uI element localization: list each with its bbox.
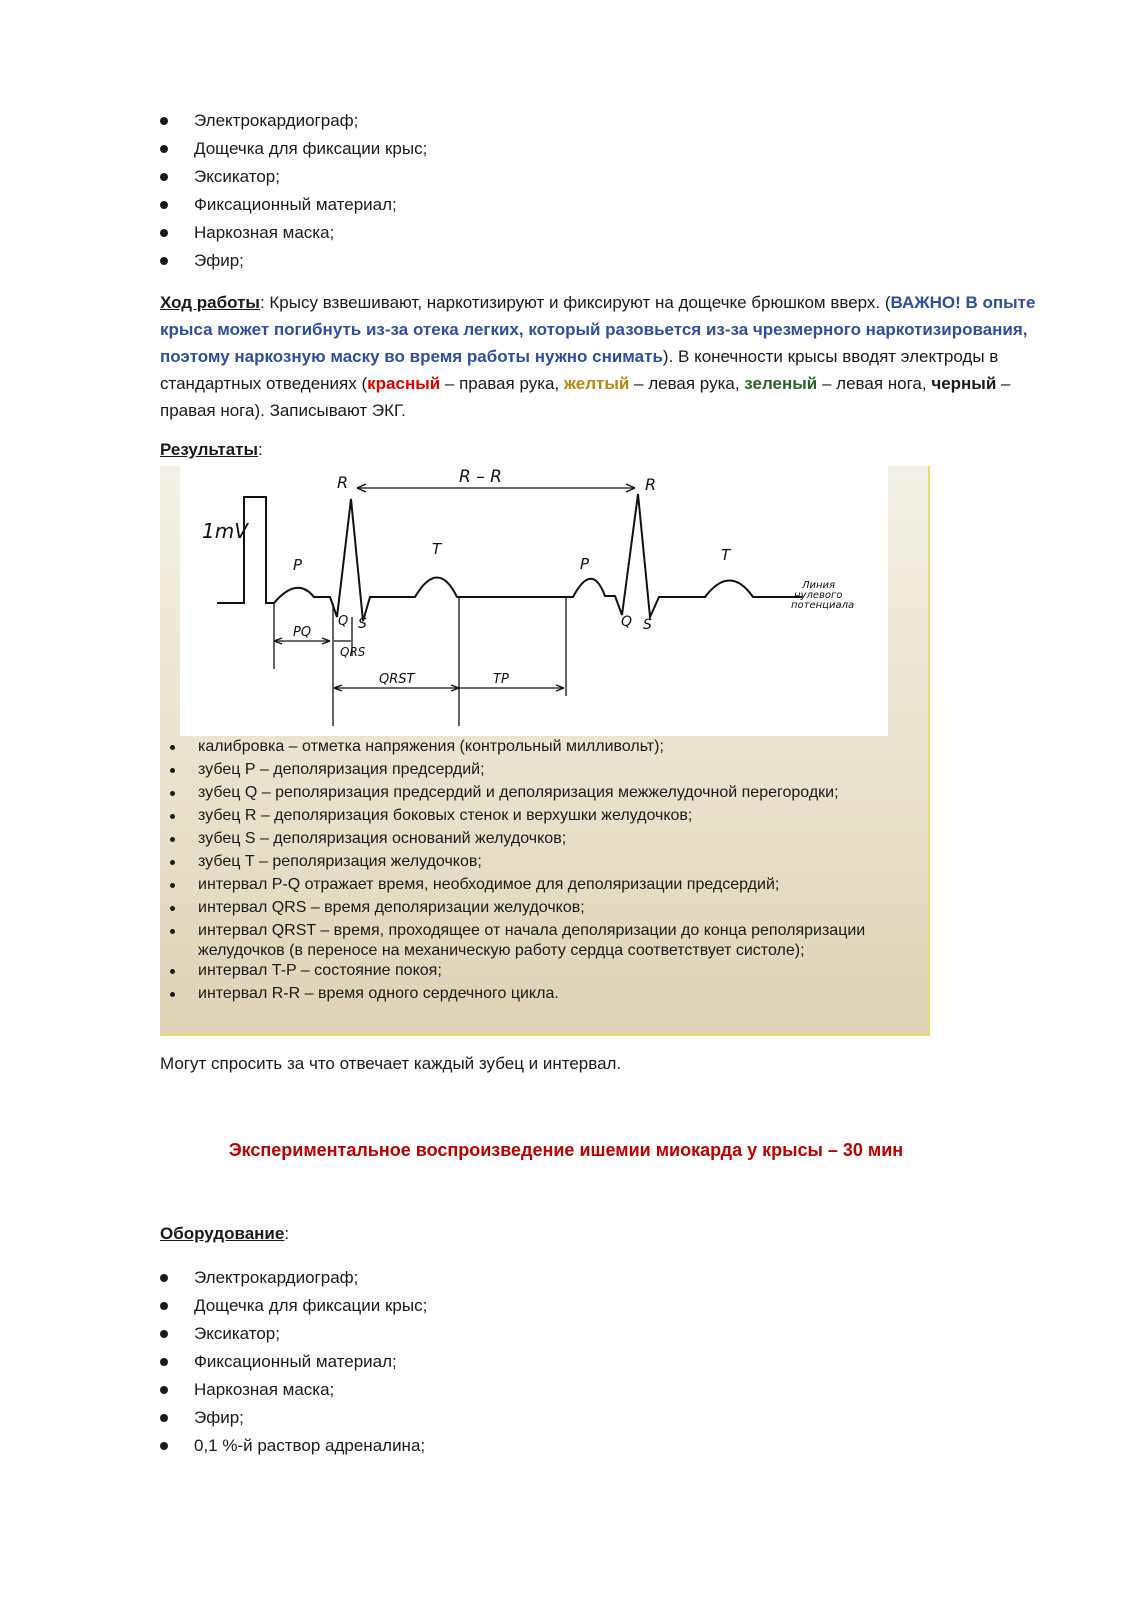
t-wave-label: T xyxy=(721,546,731,564)
bullet-icon xyxy=(160,117,168,125)
bullet-icon xyxy=(170,883,175,888)
bullet-icon xyxy=(160,201,168,209)
s-wave-label: S xyxy=(358,616,367,632)
bullet-icon xyxy=(160,229,168,237)
bullet-icon xyxy=(170,992,175,997)
zero-line-label: потенциала xyxy=(791,600,855,611)
equipment-list-bottom xyxy=(160,1264,427,1460)
list-item: Эксикатор; xyxy=(160,1320,427,1348)
results-heading: Результаты: xyxy=(160,440,263,459)
bullet-icon xyxy=(170,791,175,796)
qrs-label: QRS xyxy=(340,645,366,659)
bullet-icon xyxy=(160,145,168,153)
bullet-icon xyxy=(160,1414,168,1422)
list-item: Дощечка для фиксации крыс; xyxy=(160,135,427,163)
bullet-icon xyxy=(170,768,175,773)
note-text: Могут спросить за что отвечает каждый зубец и интервал. xyxy=(160,1054,622,1073)
legend-item: интервал QRST – время, проходящее от начала деполяризации до конца реполяризации желудочков (в переносе на механическую работу сердца соответствует систоле); xyxy=(160,921,930,961)
ecg-figure xyxy=(160,466,930,1036)
legend-item: калибровка – отметка напряжения (контрольный милливольт); xyxy=(160,737,930,760)
p-wave-label: P xyxy=(293,556,303,574)
legend-item: зубец R – деполяризация боковых стенок и верхушки желудочков; xyxy=(160,806,930,829)
legend-item: интервал P-Q отражает время, необходимое для деполяризации предсердий; xyxy=(160,875,930,898)
tp-label: TP xyxy=(493,672,509,687)
equipment-list-top xyxy=(160,107,427,275)
r-wave-label: R xyxy=(645,475,657,494)
legend-item: зубец Q – реполяризация предсердий и деполяризация межжелудочной перегородки; xyxy=(160,783,930,806)
t-wave-label: T xyxy=(432,540,442,558)
bullet-icon xyxy=(160,1386,168,1394)
list-item: Эксикатор; xyxy=(160,163,427,191)
bullet-icon xyxy=(170,860,175,865)
list-item: 0,1 %-й раствор адреналина; xyxy=(160,1432,427,1460)
procedure-heading: Ход работы xyxy=(160,293,260,312)
bullet-icon xyxy=(160,1442,168,1450)
equipment-heading: Оборудование: xyxy=(160,1224,290,1243)
electrode-red: красный xyxy=(367,374,441,393)
bullet-icon xyxy=(170,814,175,819)
legend-item: интервал R-R – время одного сердечного цикла. xyxy=(160,984,930,1007)
list-item: Наркозная маска; xyxy=(160,219,427,247)
bullet-icon xyxy=(160,257,168,265)
ecg-diagram xyxy=(180,466,888,736)
electrode-green: зеленый xyxy=(744,374,818,393)
list-item: Дощечка для фиксации крыс; xyxy=(160,1292,427,1320)
bullet-icon xyxy=(160,1274,168,1282)
zero-line-label: Линия xyxy=(802,580,836,591)
warning-text: ВАЖНО! В опыте крыса может погибнуть из-за отека легких, который разовьется из-за чрезмерного наркотизирования, поэтому наркозную маску во время работы нужно снимать xyxy=(160,293,1036,366)
bullet-icon xyxy=(170,745,175,750)
legend-item: интервал QRS – время деполяризации желудочков; xyxy=(160,898,930,921)
s-wave-label: S xyxy=(643,617,652,633)
list-item: Электрокардиограф; xyxy=(160,1264,427,1292)
bullet-icon xyxy=(170,969,175,974)
pq-label: PQ xyxy=(293,625,312,640)
list-item: Наркозная маска; xyxy=(160,1376,427,1404)
legend-item: зубец S – деполяризация оснований желудочков; xyxy=(160,829,930,852)
qrst-label: QRST xyxy=(379,672,415,687)
legend-item: зубец Р – деполяризация предсердий; xyxy=(160,760,930,783)
list-item: Фиксационный материал; xyxy=(160,1348,427,1376)
q-wave-label: Q xyxy=(621,614,633,630)
ecg-legend-list xyxy=(160,737,930,1007)
calibration-label: 1mV xyxy=(202,519,248,543)
bullet-icon xyxy=(170,929,175,934)
section-title: Экспериментальное воспроизведение ишемии миокарда у крысы – 30 мин xyxy=(228,1140,904,1160)
list-item: Эфир; xyxy=(160,247,427,275)
legend-item: интервал T-P – состояние покоя; xyxy=(160,961,930,984)
p-wave-label: P xyxy=(580,555,590,573)
bullet-icon xyxy=(160,173,168,181)
rr-label: R – R xyxy=(459,467,502,487)
bullet-icon xyxy=(170,837,175,842)
list-item: Эфир; xyxy=(160,1404,427,1432)
ecg-waveform xyxy=(180,466,888,736)
bullet-icon xyxy=(170,906,175,911)
legend-item: зубец Т – реполяризация желудочков; xyxy=(160,852,930,875)
electrode-yellow: желтый xyxy=(563,374,630,393)
r-wave-label: R xyxy=(337,473,349,492)
bullet-icon xyxy=(160,1302,168,1310)
list-item: Электрокардиограф; xyxy=(160,107,427,135)
zero-line-label: нулевого xyxy=(794,590,843,601)
electrode-black: черный xyxy=(931,374,997,393)
q-wave-label: Q xyxy=(338,614,349,629)
list-item: Фиксационный материал; xyxy=(160,191,427,219)
bullet-icon xyxy=(160,1358,168,1366)
procedure-paragraph: Ход работы: Крысу взвешивают, наркотизируют и фиксируют на дощечке брюшком вверх. (ВАЖНО! В опыте крыса может погибнуть из-за отека легких, который разовьется из-за чрезмерного наркотизирования, поэтому наркозную маску во время работы нужно снимать). В конечности крысы вводят электроды в стандартных отведениях (красный – правая рука, желтый – левая рука, зеленый – левая нога, черный – правая нога). Записывают ЭКГ. xyxy=(160,293,1036,420)
bullet-icon xyxy=(160,1330,168,1338)
